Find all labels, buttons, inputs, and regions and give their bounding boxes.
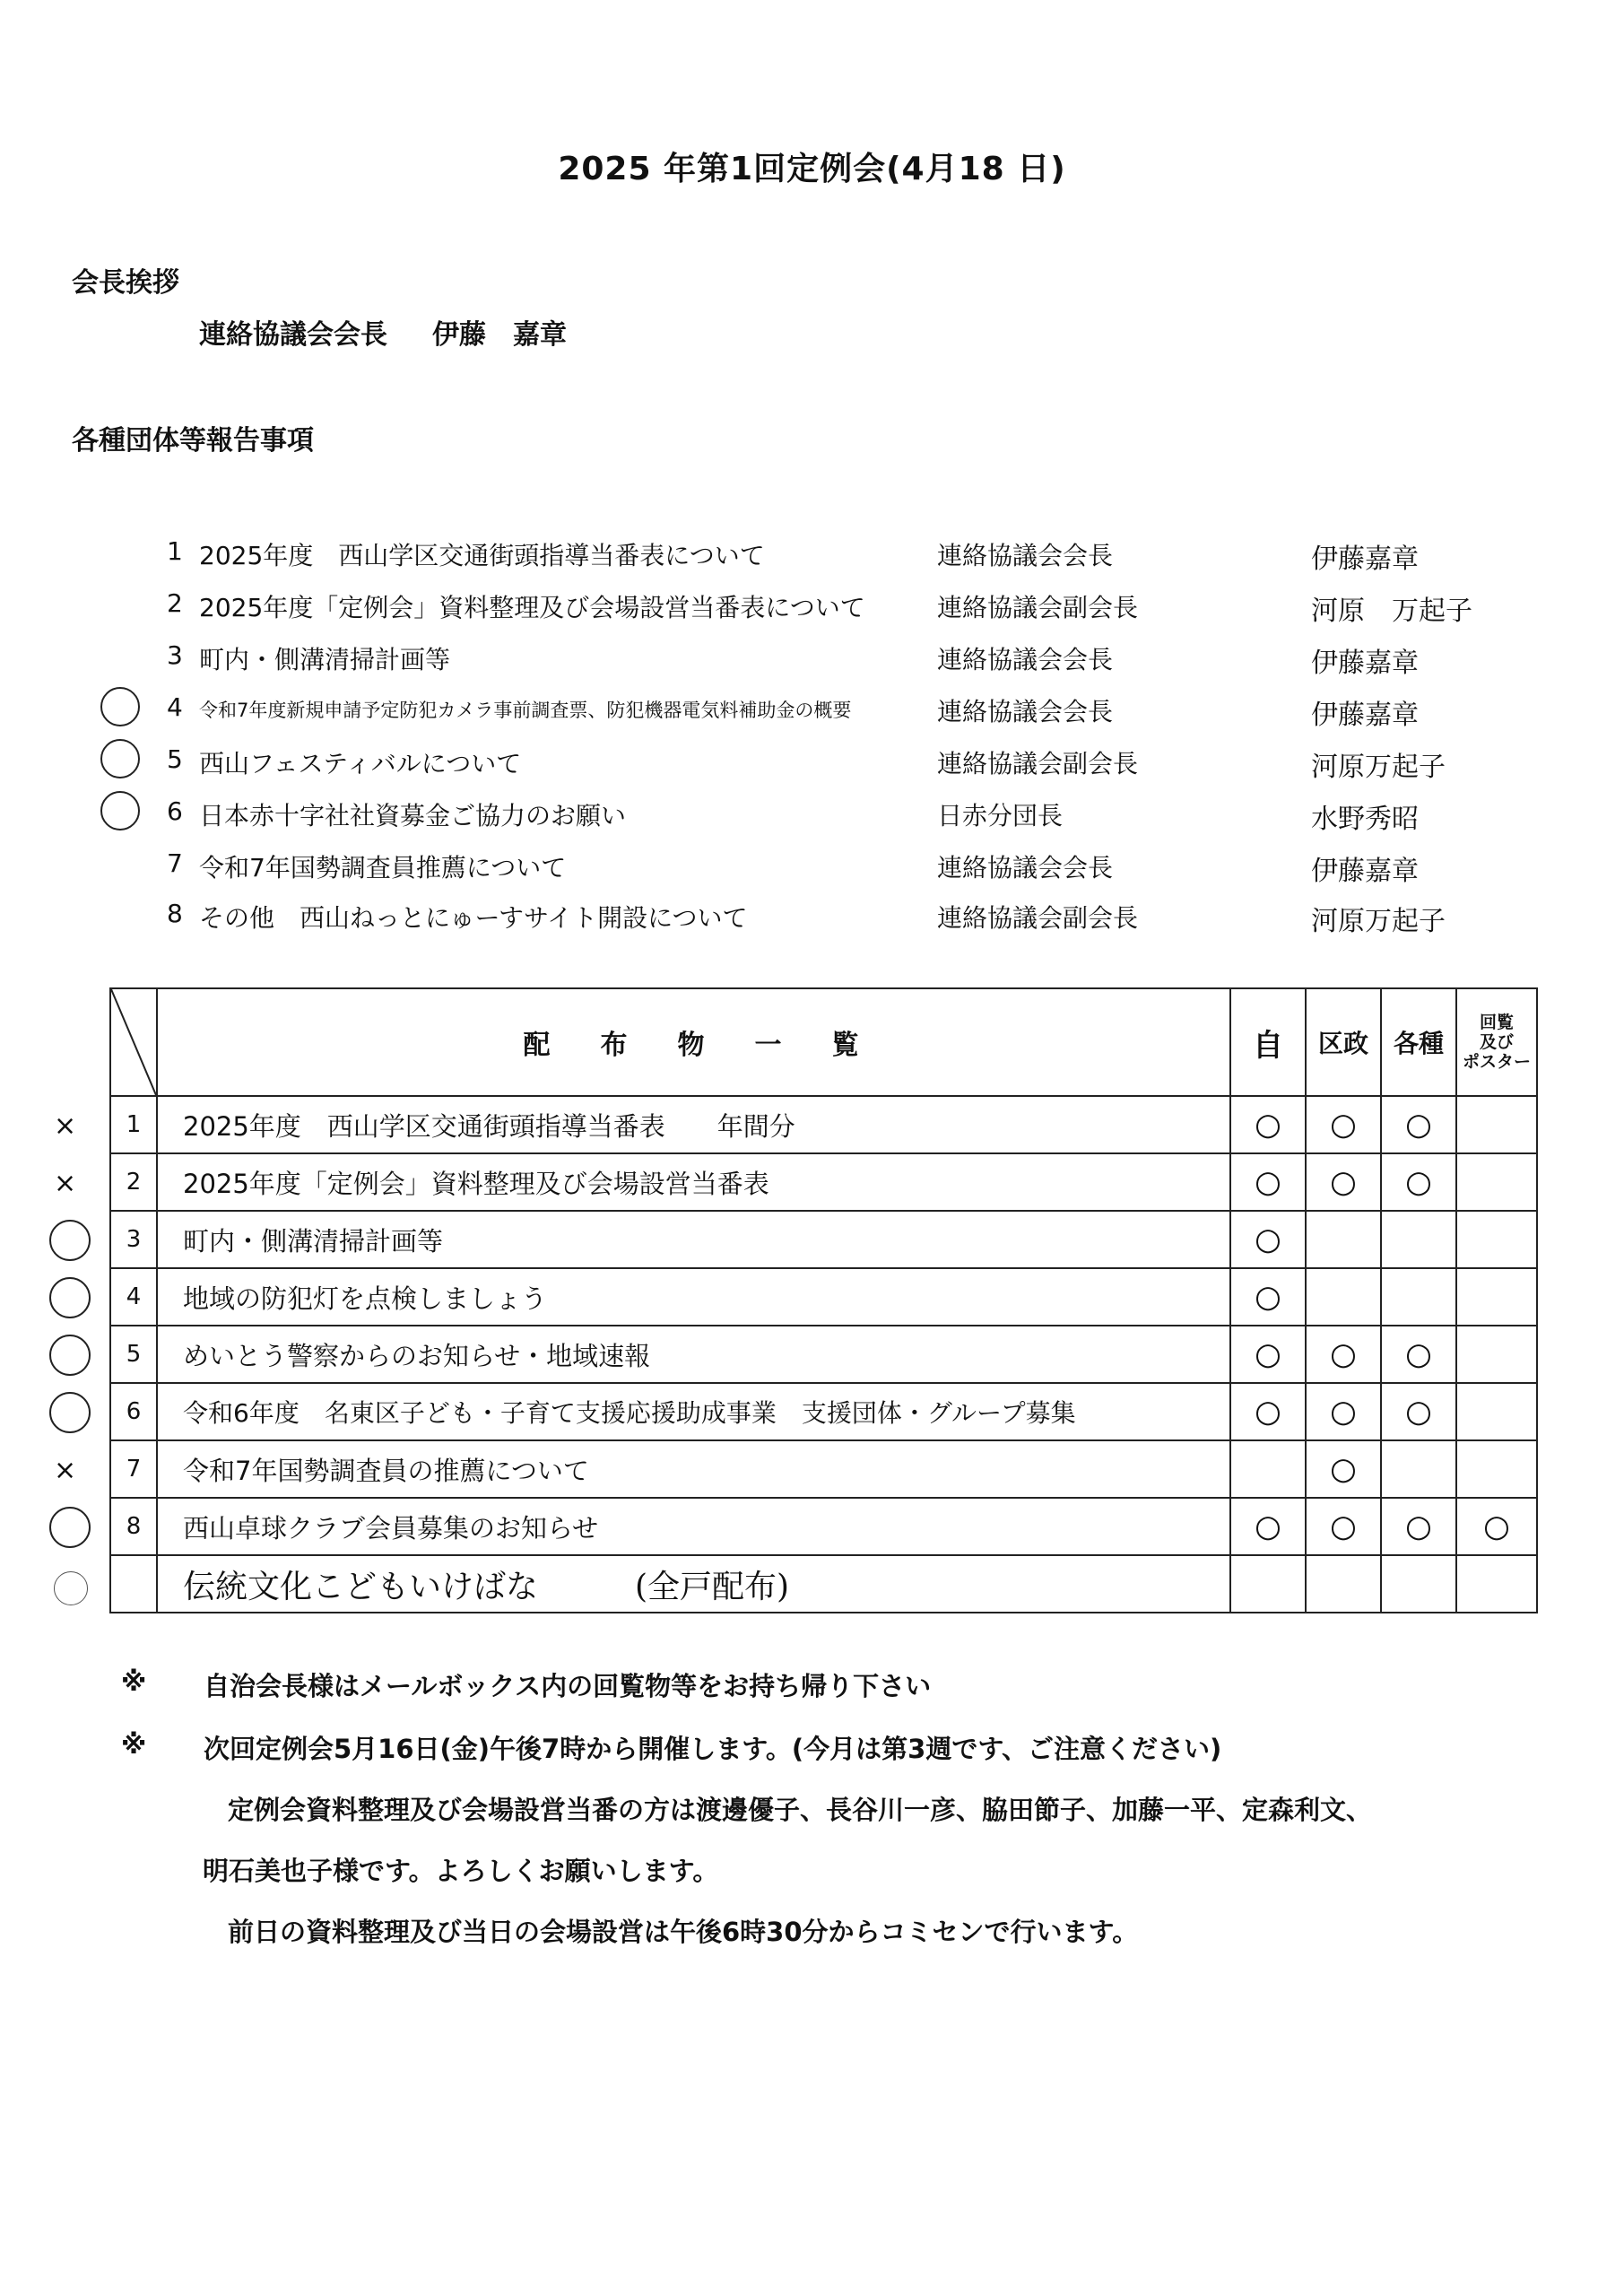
table-row — [110, 1555, 1537, 1613]
circled-mark-icon — [100, 687, 140, 726]
row-number: 3 — [110, 1211, 157, 1268]
various-mark — [1381, 1440, 1456, 1498]
report-text: その他 西山ねっとにゅーすサイト開設について — [199, 903, 748, 933]
various-mark: ○ — [1381, 1096, 1456, 1153]
note-item — [121, 1729, 1511, 1765]
row-number: 8 — [110, 1498, 157, 1555]
row-number: 5 — [110, 1326, 157, 1383]
circle-mark-icon — [49, 1335, 91, 1376]
column-circular-header: 回覧 及び ポスター — [1456, 988, 1537, 1096]
report-item — [0, 739, 1624, 784]
note-item — [121, 1666, 1466, 1702]
report-item — [0, 583, 1624, 628]
table-row — [110, 1096, 1537, 1153]
self-mark — [1230, 1555, 1306, 1613]
diagonal-line-icon — [111, 989, 156, 1095]
report-presenter-name: 河原万起子 — [1311, 752, 1446, 783]
report-number: 5 — [167, 744, 183, 774]
page-title: 2025 年第1回定例会(4月18 日) — [558, 151, 1066, 187]
distribution-table — [109, 987, 1538, 1613]
various-mark: ○ — [1381, 1153, 1456, 1211]
reports-heading: 各種団体等報告事項 — [72, 425, 314, 457]
note-mark: ※ — [121, 1729, 147, 1760]
report-presenter-name: 伊藤嘉章 — [1311, 700, 1419, 731]
row-item: 2025年度 西山学区交通街頭指導当番表 年間分 — [157, 1096, 1230, 1153]
various-mark: ○ — [1381, 1326, 1456, 1383]
row-item: 町内・側溝清掃計画等 — [157, 1211, 1230, 1268]
ward-mark: ○ — [1306, 1153, 1381, 1211]
various-mark: ○ — [1381, 1383, 1456, 1440]
table-row — [110, 1211, 1537, 1268]
report-presenter-name: 河原万起子 — [1311, 906, 1446, 937]
report-item — [0, 531, 1624, 576]
report-presenter-name: 水野秀昭 — [1311, 804, 1419, 835]
self-mark: ○ — [1230, 1326, 1306, 1383]
report-presenter-name: 伊藤嘉章 — [1311, 648, 1419, 679]
circle-mark-icon — [49, 1507, 91, 1548]
report-text: 2025年度「定例会」資料整理及び会場設営当番表について — [199, 593, 865, 622]
note-continuation: 定例会資料整理及び会場設営当番の方は渡邊優子、長谷川一彦、脇田節子、加藤一平、定森利文、 — [228, 1795, 1373, 1825]
row-number: 2 — [110, 1153, 157, 1211]
report-number: 1 — [167, 536, 183, 566]
row-item: 令和7年国勢調査員の推薦について — [157, 1440, 1230, 1498]
report-presenter-title: 日赤分団長 — [937, 801, 1064, 831]
row-item: 2025年度「定例会」資料整理及び会場設営当番表 — [157, 1153, 1230, 1211]
chair-name: 伊藤 嘉章 — [432, 319, 567, 351]
row-number — [110, 1555, 157, 1613]
report-presenter-title: 連絡協議会副会長 — [937, 903, 1139, 933]
report-text: 日本赤十字社社資募金ご協力のお願い — [199, 801, 627, 831]
ward-mark — [1306, 1268, 1381, 1326]
cross-mark: × — [54, 1110, 77, 1142]
row-item: 令和6年度 名東区子ども・子育て支援応援助成事業 支援団体・グループ募集 — [157, 1383, 1230, 1440]
self-mark: ○ — [1230, 1153, 1306, 1211]
chair-position: 連絡協議会会長 — [199, 319, 387, 351]
report-number: 8 — [167, 899, 183, 928]
report-number: 6 — [167, 796, 183, 826]
row-number: 1 — [110, 1096, 157, 1153]
report-number: 2 — [167, 588, 183, 618]
circled-mark-icon — [100, 791, 140, 831]
self-mark — [1230, 1440, 1306, 1498]
self-mark: ○ — [1230, 1211, 1306, 1268]
circular-mark — [1456, 1211, 1537, 1268]
circular-mark — [1456, 1153, 1537, 1211]
report-item — [0, 687, 1624, 732]
self-mark: ○ — [1230, 1268, 1306, 1326]
circular-mark — [1456, 1383, 1537, 1440]
report-presenter-title: 連絡協議会副会長 — [937, 593, 1139, 622]
column-various-header: 各種 — [1381, 988, 1456, 1096]
circle-mark-icon — [49, 1392, 91, 1433]
table-header-row — [110, 988, 1537, 1096]
various-mark: ○ — [1381, 1498, 1456, 1555]
cross-mark: × — [54, 1168, 77, 1199]
note-continuation: 明石美也子様です。よろしくお願いします。 — [203, 1856, 719, 1886]
row-number: 6 — [110, 1383, 157, 1440]
ward-mark: ○ — [1306, 1440, 1381, 1498]
report-text: 令和7年度新規申請予定防犯カメラ事前調査票、防犯機器電気料補助金の概要 — [199, 700, 852, 721]
table-row — [110, 1268, 1537, 1326]
row-number: 4 — [110, 1268, 157, 1326]
various-mark — [1381, 1555, 1456, 1613]
circular-mark — [1456, 1440, 1537, 1498]
report-presenter-name: 伊藤嘉章 — [1311, 856, 1419, 887]
diagonal-header-cell — [110, 988, 157, 1096]
row-item: 西山卓球クラブ会員募集のお知らせ — [157, 1498, 1230, 1555]
circle-mark-icon — [49, 1277, 91, 1318]
cross-mark: × — [54, 1455, 77, 1486]
table-row — [110, 1498, 1537, 1555]
report-text: 町内・側溝清掃計画等 — [199, 645, 451, 674]
table-row — [110, 1153, 1537, 1211]
report-item — [0, 791, 1624, 836]
circled-mark-icon — [100, 739, 140, 778]
ward-mark — [1306, 1211, 1381, 1268]
report-presenter-name: 伊藤嘉章 — [1311, 544, 1419, 575]
self-mark: ○ — [1230, 1498, 1306, 1555]
report-presenter-title: 連絡協議会会長 — [937, 541, 1114, 570]
circular-mark — [1456, 1326, 1537, 1383]
ward-mark: ○ — [1306, 1383, 1381, 1440]
report-item — [0, 843, 1624, 888]
report-number: 4 — [167, 692, 183, 722]
report-presenter-title: 連絡協議会会長 — [937, 853, 1114, 883]
report-item — [0, 893, 1624, 938]
ward-mark: ○ — [1306, 1498, 1381, 1555]
circle-mark-icon — [49, 1220, 91, 1261]
report-presenter-title: 連絡協議会会長 — [937, 645, 1114, 674]
various-mark — [1381, 1211, 1456, 1268]
report-item — [0, 635, 1624, 680]
report-presenter-title: 連絡協議会副会長 — [937, 749, 1139, 778]
distribution-list-heading: 配布物一覧 — [157, 988, 1230, 1096]
row-number: 7 — [110, 1440, 157, 1498]
circular-mark: ○ — [1456, 1498, 1537, 1555]
chair-line — [199, 312, 567, 352]
note-text: 次回定例会5月16日(金)午後7時から開催します。(今月は第3週です、ご注意ください) — [204, 1734, 1222, 1764]
note-mark: ※ — [121, 1666, 147, 1697]
self-mark: ○ — [1230, 1383, 1306, 1440]
report-presenter-name: 河原 万起子 — [1311, 596, 1472, 627]
row-item: めいとう警察からのお知らせ・地域速報 — [157, 1326, 1230, 1383]
circular-mark — [1456, 1096, 1537, 1153]
greeting-heading: 会長挨拶 — [72, 267, 179, 299]
report-text: 令和7年国勢調査員推薦について — [199, 853, 567, 883]
report-number: 3 — [167, 640, 183, 670]
report-text: 西山フェスティバルについて — [199, 749, 522, 778]
report-text: 2025年度 西山学区交通街頭指導当番表について — [199, 541, 765, 570]
various-mark — [1381, 1268, 1456, 1326]
column-self-header: 自 — [1230, 988, 1306, 1096]
table-row — [110, 1326, 1537, 1383]
note-continuation: 前日の資料整理及び当日の会場設営は午後6時30分からコミセンで行います。 — [228, 1917, 1139, 1947]
circular-mark — [1456, 1555, 1537, 1613]
ward-mark: ○ — [1306, 1096, 1381, 1153]
report-presenter-title: 連絡協議会会長 — [937, 697, 1114, 726]
circle-mark-icon — [54, 1571, 88, 1605]
row-item: 伝統文化こどもいけばな (全戸配布) — [157, 1555, 1230, 1613]
column-ward-header: 区政 — [1306, 988, 1381, 1096]
note-text: 自治会長様はメールボックス内の回覧物等をお持ち帰り下さい — [204, 1671, 932, 1701]
table-row — [110, 1383, 1537, 1440]
self-mark: ○ — [1230, 1096, 1306, 1153]
ward-mark: ○ — [1306, 1326, 1381, 1383]
table-row — [110, 1440, 1537, 1498]
report-number: 7 — [167, 848, 183, 878]
row-item: 地域の防犯灯を点検しましょう — [157, 1268, 1230, 1326]
ward-mark — [1306, 1555, 1381, 1613]
circular-mark — [1456, 1268, 1537, 1326]
